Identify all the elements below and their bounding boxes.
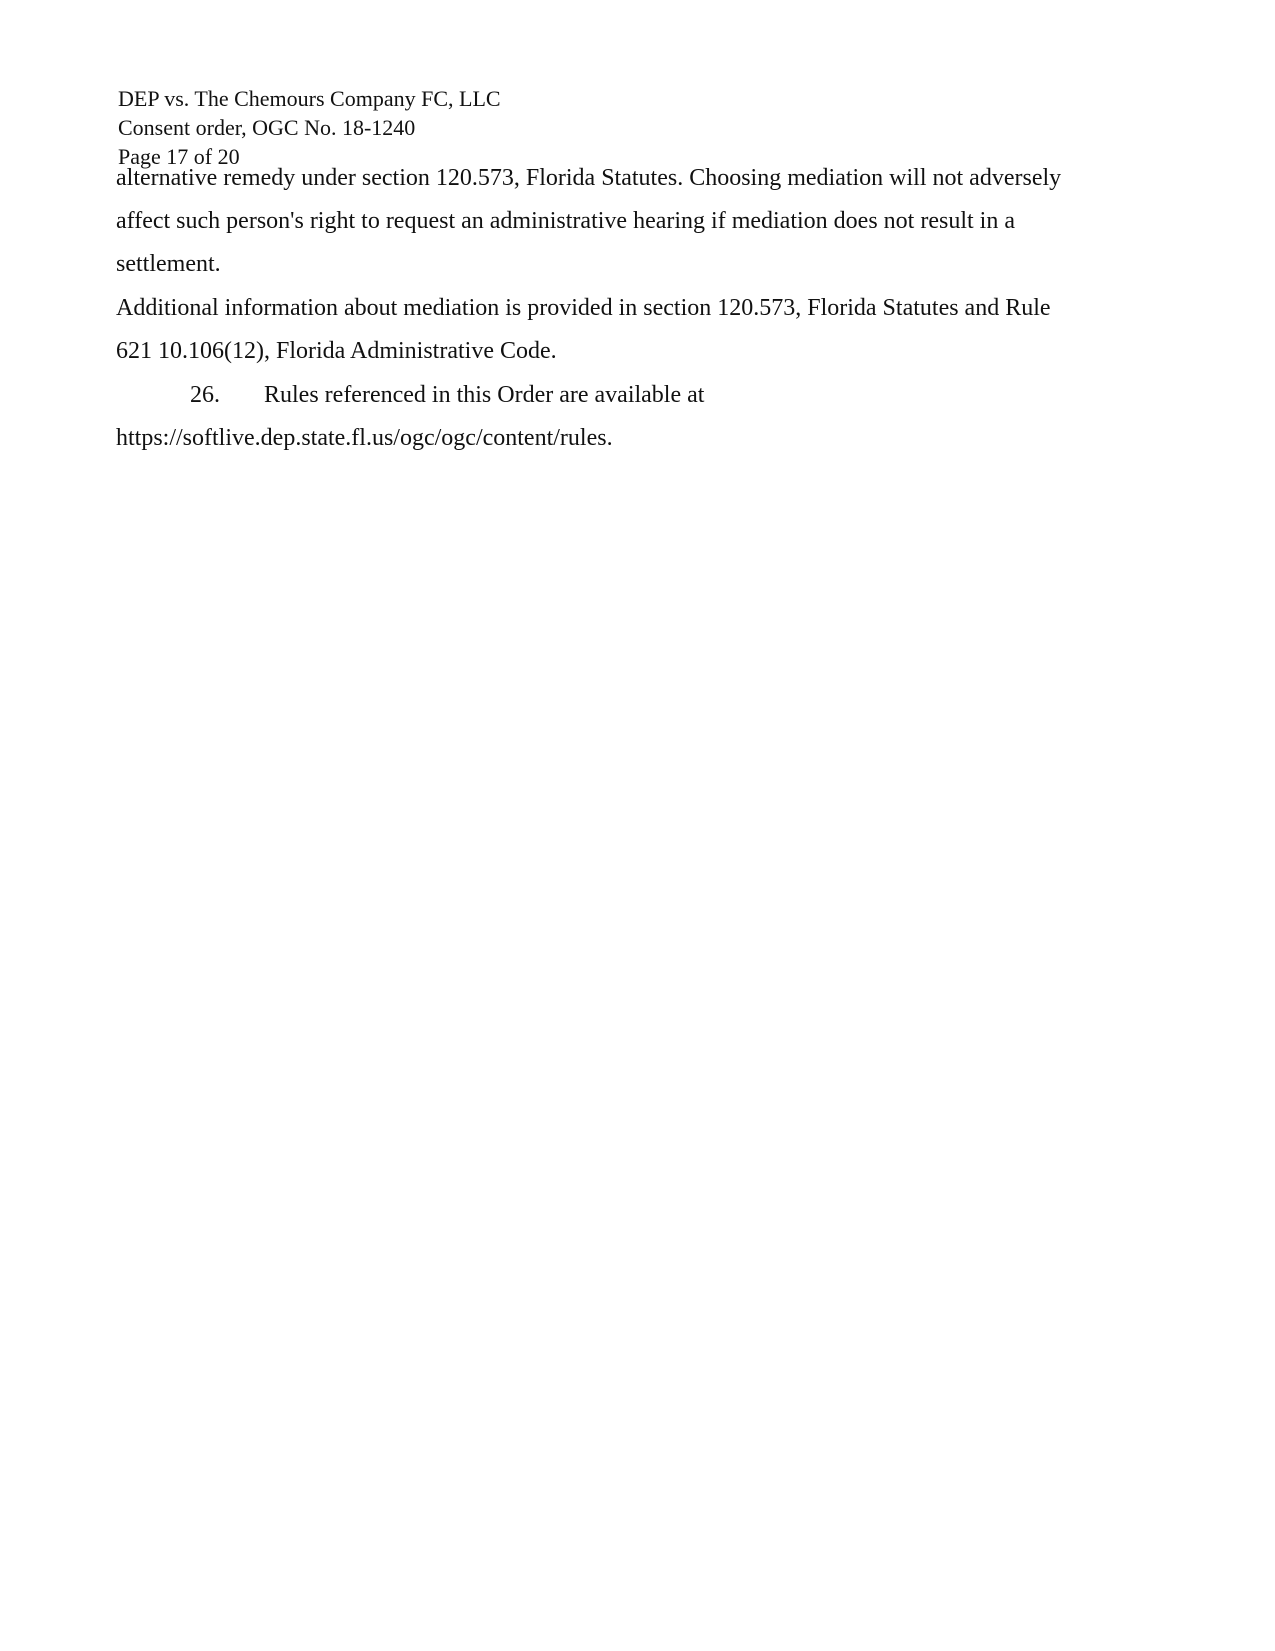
header-page-number: Page 17 of 20 bbox=[118, 144, 240, 169]
header-case-title: DEP vs. The Chemours Company FC, LLC bbox=[118, 86, 501, 111]
body-line: Additional information about mediation is provided in section 120.573, Florida Statutes and Rule bbox=[116, 295, 1051, 321]
page-header bbox=[118, 84, 501, 171]
body-line: affect such person's right to request an administrative hearing if mediation does not result in a bbox=[116, 208, 1015, 234]
body-line: settlement. bbox=[116, 251, 221, 277]
header-order-number: Consent order, OGC No. 18-1240 bbox=[118, 115, 416, 140]
body-line: alternative remedy under section 120.573, Florida Statutes. Choosing mediation will not adversely bbox=[116, 165, 1062, 191]
paragraph-number: 26. bbox=[190, 382, 220, 408]
paragraph-text: Rules referenced in this Order are available at bbox=[264, 382, 705, 408]
body-line: 621 10.106(12), Florida Administrative Code. bbox=[116, 338, 557, 364]
rules-url: https://softlive.dep.state.fl.us/ogc/ogc/content/rules. bbox=[116, 425, 613, 451]
